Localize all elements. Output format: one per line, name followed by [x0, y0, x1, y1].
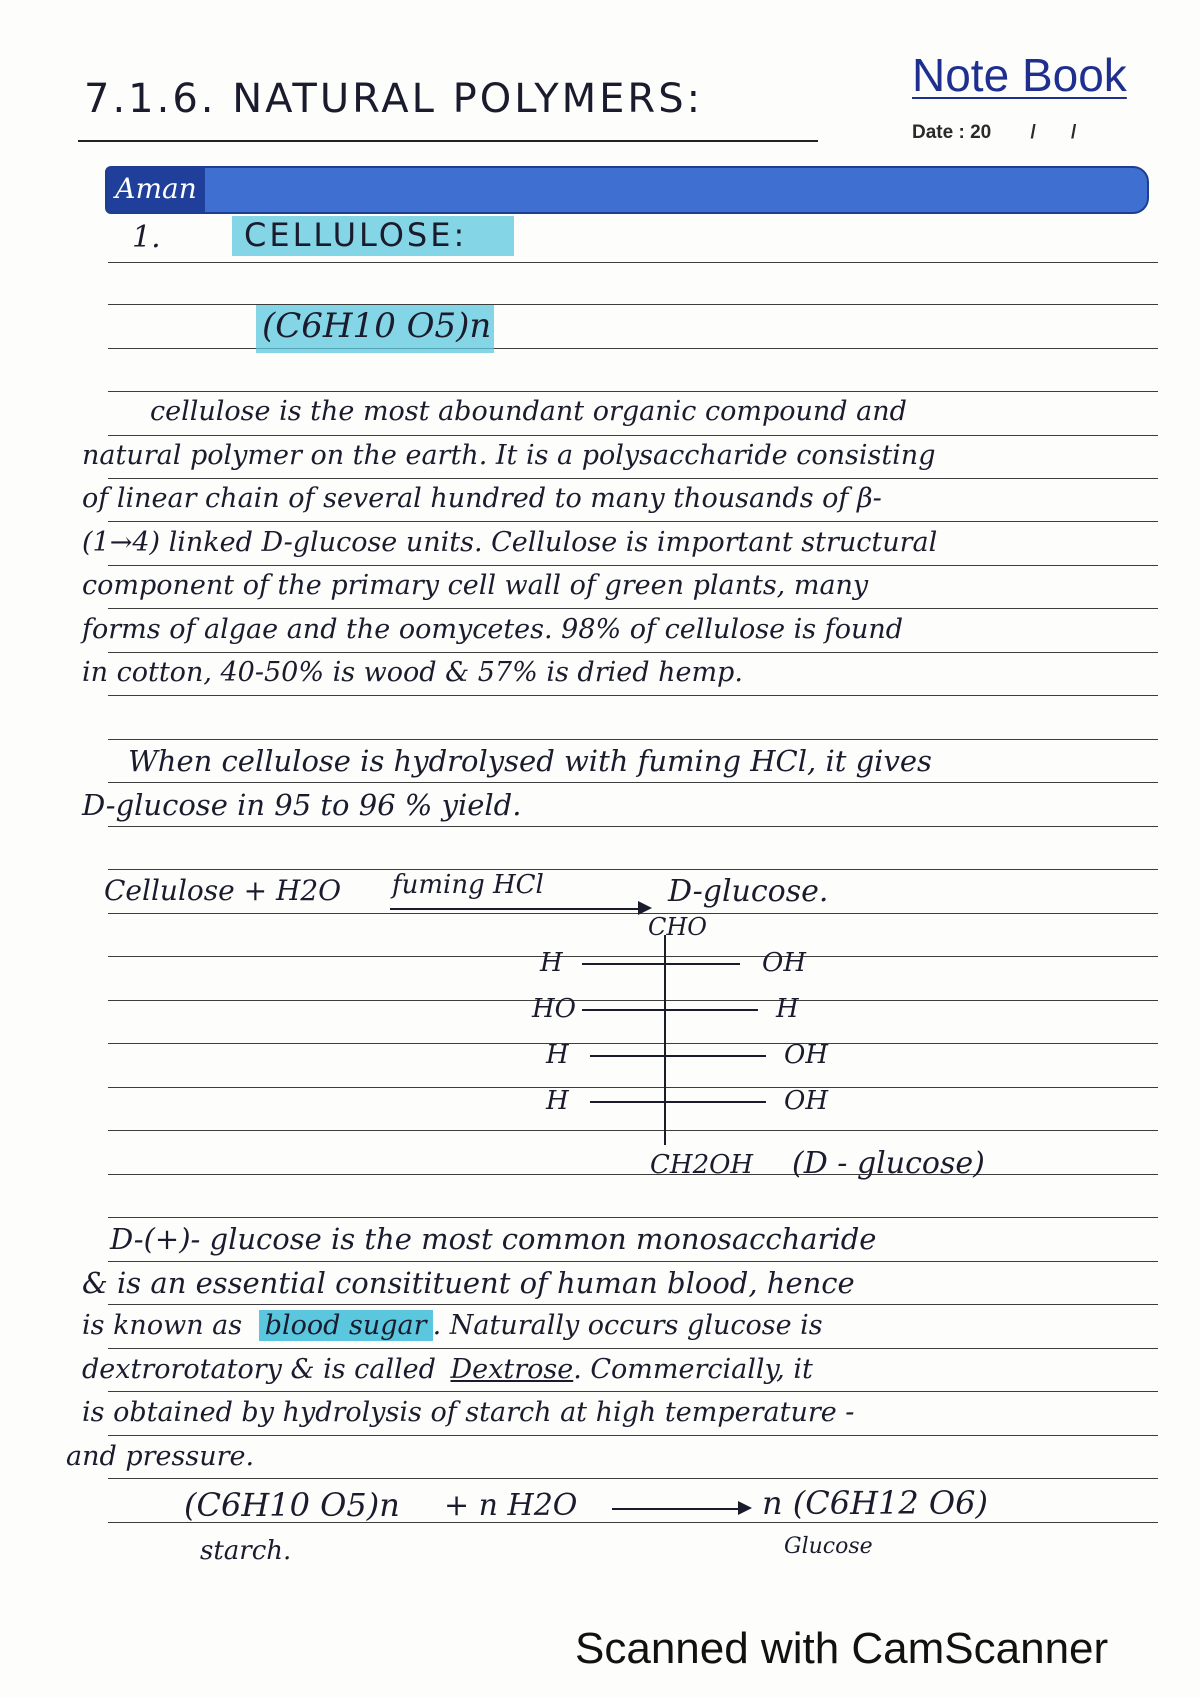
reaction-arrow: [390, 908, 640, 910]
text-fragment: . Commercially, it: [573, 1354, 813, 1385]
paragraph-line: [82, 1354, 813, 1385]
structure-right-group: OH: [762, 948, 806, 978]
ruled-line: [108, 478, 1158, 479]
scanner-watermark: Scanned with CamScanner: [575, 1624, 1109, 1673]
paragraph-line: cellulose is the most aboundant organic compound and: [150, 396, 907, 427]
structure-right-group: OH: [784, 1086, 828, 1116]
ruled-line: [108, 521, 1158, 522]
reaction-reactants: Cellulose + H2O: [104, 874, 342, 907]
text-fragment: dextrorotatory & is called: [82, 1354, 436, 1385]
arrow-head-icon: [738, 1501, 752, 1515]
paragraph-line: D-glucose in 95 to 96 % yield.: [82, 788, 522, 822]
paragraph-line: and pressure.: [66, 1441, 255, 1472]
ruled-line: [108, 608, 1158, 609]
structure-left-group: H: [540, 948, 563, 978]
ruled-line: [108, 956, 1158, 957]
structure-bond: [590, 1101, 766, 1103]
notebook-brand: Note Book: [912, 49, 1127, 101]
ruled-line: [108, 1391, 1158, 1392]
structure-backbone: [664, 935, 666, 1145]
ruled-line: [108, 565, 1158, 566]
section-title: CELLULOSE:: [244, 216, 468, 254]
ruled-line: [108, 869, 1158, 870]
title-underline: [78, 140, 818, 142]
structure-bond: [582, 963, 740, 965]
structure-caption: (D - glucose): [792, 1146, 985, 1181]
reaction2-reactant-label: starch.: [200, 1536, 292, 1566]
paragraph-line: & is an essential consitituent of human blood, hence: [82, 1266, 855, 1300]
structure-bond: [590, 1055, 766, 1057]
paragraph-line: component of the primary cell wall of green plants, many: [82, 570, 869, 601]
structure-left-group: H: [546, 1086, 569, 1116]
ruled-line: [108, 1217, 1158, 1218]
ruled-line: [108, 1478, 1158, 1479]
reaction2-plus: + n H2O: [444, 1488, 578, 1523]
reaction2-product: n (C6H12 O6): [762, 1484, 988, 1522]
paragraph-line: in cotton, 40-50% is wood & 57% is dried hemp.: [82, 657, 743, 688]
reaction-product: D-glucose.: [668, 874, 829, 909]
reaction2-reactant: (C6H10 O5)n: [184, 1486, 400, 1524]
ruled-line: [108, 1348, 1158, 1349]
paragraph-line: forms of algae and the oomycetes. 98% of cellulose is found: [82, 614, 904, 645]
cellulose-formula: (C6H10 O5)n: [262, 306, 492, 346]
name-label: Aman: [107, 168, 205, 212]
date-field: [912, 122, 1076, 144]
paragraph-line: [82, 1310, 823, 1341]
date-separator: /: [1071, 122, 1077, 143]
ruled-line: [108, 652, 1158, 653]
ruled-line: [108, 1130, 1158, 1131]
section-number: 1.: [132, 220, 161, 255]
paragraph-line: natural polymer on the earth. It is a polysaccharide consisting: [82, 440, 936, 471]
ruled-line: [108, 739, 1158, 740]
highlight-blood-sugar: blood sugar: [259, 1310, 433, 1341]
ruled-line: [108, 262, 1158, 263]
structure-right-group: OH: [784, 1040, 828, 1070]
ruled-line: [108, 391, 1158, 392]
structure-bond: [582, 1009, 758, 1011]
structure-top-group: CHO: [648, 913, 707, 941]
paragraph-line: (1→4) linked D-glucose units. Cellulose is important structural: [82, 527, 938, 558]
ruled-line: [108, 1043, 1158, 1044]
ruled-line: [108, 435, 1158, 436]
ruled-line: [108, 1304, 1158, 1305]
structure-right-group: H: [776, 994, 799, 1024]
ruled-line: [108, 1174, 1158, 1175]
ruled-line: [108, 695, 1158, 696]
date-separator: /: [1030, 122, 1036, 143]
text-fragment: . Naturally occurs glucose is: [432, 1310, 823, 1341]
page-title: 7.1.6. NATURAL POLYMERS:: [84, 76, 704, 122]
structure-left-group: H: [546, 1040, 569, 1070]
structure-left-group: HO: [532, 994, 576, 1024]
reaction2-product-label: Glucose: [784, 1534, 873, 1559]
ruled-line: [108, 782, 1158, 783]
paragraph-line: D-(+)- glucose is the most common monosaccharide: [110, 1222, 877, 1256]
dextrose-term: Dextrose: [450, 1354, 574, 1385]
paragraph-line: of linear chain of several hundred to many thousands of β-: [82, 483, 882, 514]
ruled-line: [108, 826, 1158, 827]
date-label: Date : 20: [912, 122, 992, 143]
reaction-condition: fuming HCl: [392, 870, 544, 900]
structure-bottom-group: CH2OH: [650, 1150, 754, 1180]
ruled-line: [108, 1000, 1158, 1001]
ruled-line: [108, 1435, 1158, 1436]
ruled-line: [108, 1087, 1158, 1088]
name-bar: [105, 166, 1149, 214]
paragraph-line: When cellulose is hydrolysed with fuming HCl, it gives: [128, 744, 932, 778]
ruled-line: [108, 1261, 1158, 1262]
reaction2-arrow: [612, 1508, 740, 1510]
paragraph-line: is obtained by hydrolysis of starch at high temperature -: [82, 1397, 855, 1428]
ruled-line: [108, 913, 1158, 914]
text-fragment: is known as: [82, 1310, 243, 1341]
